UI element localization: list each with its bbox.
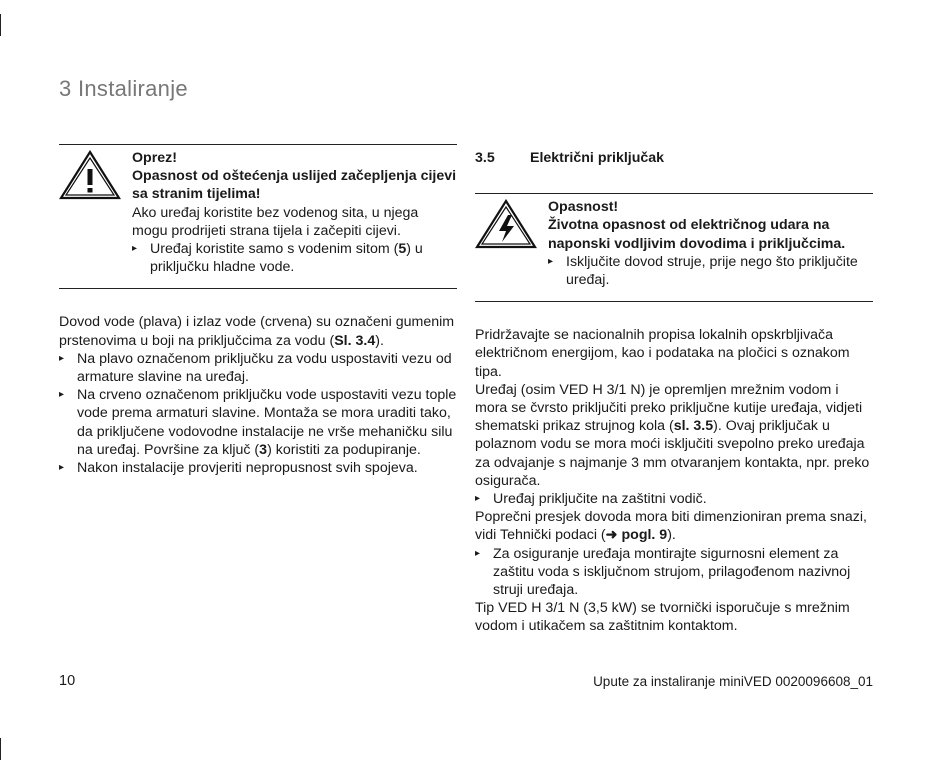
- warning-triangle-icon: [59, 149, 132, 276]
- electric-shock-icon: [475, 198, 548, 289]
- danger-bullet: ▸ Isključite dovod struje, prije nego što priključite uređaj.: [548, 253, 873, 289]
- page-number: 10: [59, 673, 76, 689]
- left-column: [59, 144, 457, 477]
- paragraph-regulations: Pridržavajte se nacionalnih propisa lokalnih opskrbljivača električnom energijom, kao i podataka na pločici s oznakom tipa.: [475, 327, 850, 380]
- document-title: Upute za instaliranje miniVED 0020096608_01: [593, 674, 873, 689]
- danger-box: [475, 194, 873, 302]
- paragraph-mains: Uređaj (osim VED H 3/1 N) je opremljen mrežnim vodom i mora se čvrsto priključiti preko priključne kutije uređaja, vidjeti shematski prikaz strujnog kola (sl. 3.5). Ovaj priključak u polaznom vodu se mora moći isključiti svepolno preko uređaja za odvajanje s najmanje 3 mm otvaranjem kontakta, npr. preko osigurača.: [475, 381, 870, 489]
- right-column: [475, 144, 873, 636]
- crop-mark-bottom: [0, 738, 1, 760]
- paragraph-cross-section: Poprečni presjek dovoda mora biti dimenzioniran prema snazi, vidi Tehnički podaci (➜ pogl. 9).: [475, 509, 867, 544]
- water-steps-list: [59, 350, 457, 477]
- list-item: ▸ Na plavo označenom priključku za vodu uspostaviti vezu od armature slavine na uređaj.: [59, 350, 457, 386]
- list-item: ▸ Uređaj priključite na zaštitni vodič.: [475, 490, 873, 508]
- crop-mark-top: [0, 14, 1, 36]
- chapter-title: 3 Instaliranje: [59, 76, 188, 101]
- caution-title: Oprez!: [132, 150, 177, 166]
- water-connection-intro: Dovod vode (plava) i izlaz vode (crvena) su označeni gumenim prstenovima u boji na priključcima za vodu (Sl. 3.4).: [59, 314, 455, 349]
- section-number: 3.5: [475, 150, 495, 166]
- section-heading: [475, 149, 873, 167]
- danger-headline: Životna opasnost od električnog udara na naponski vodljivim dovodima i priključcima.: [548, 217, 846, 252]
- section-title: Električni priključak: [530, 150, 665, 166]
- paragraph-factory-supply: Tip VED H 3/1 N (3,5 kW) se tvornički isporučuje s mrežnim vodom i utikačem sa zaštitnim kontaktom.: [475, 600, 850, 635]
- caution-headline: Opasnost od oštećenja uslijed začepljenja cijevi sa stranim tijelima!: [132, 168, 457, 203]
- caution-body: Ako uređaj koristite bez vodenog sita, u njega mogu prodrijeti strana tijela i začepiti cijevi.: [132, 204, 419, 239]
- list-item: ▸ Na crveno označenom priključku vode uspostaviti vezu tople vode prema armaturi slavine. Montaža se mora uraditi tako, da priključene vodovodne instalacije ne vrše mehaničku silu na uređaj. Površine za ključ (3) koristiti za podupiranje.: [59, 386, 457, 459]
- caution-box: [59, 145, 457, 289]
- list-item: ▸ Nakon instalacije provjeriti nepropusnost svih spojeva.: [59, 459, 457, 477]
- danger-title: Opasnost!: [548, 199, 619, 216]
- list-item: ▸ Za osiguranje uređaja montirajte sigurnosni element za zaštitu voda s isključnom strujom, prilagođenom nazivnoj struji uređaja.: [475, 545, 873, 600]
- caution-bullet: ▸ Uređaj koristite samo s vodenim sitom (5) u priključku hladne vode.: [132, 240, 457, 276]
